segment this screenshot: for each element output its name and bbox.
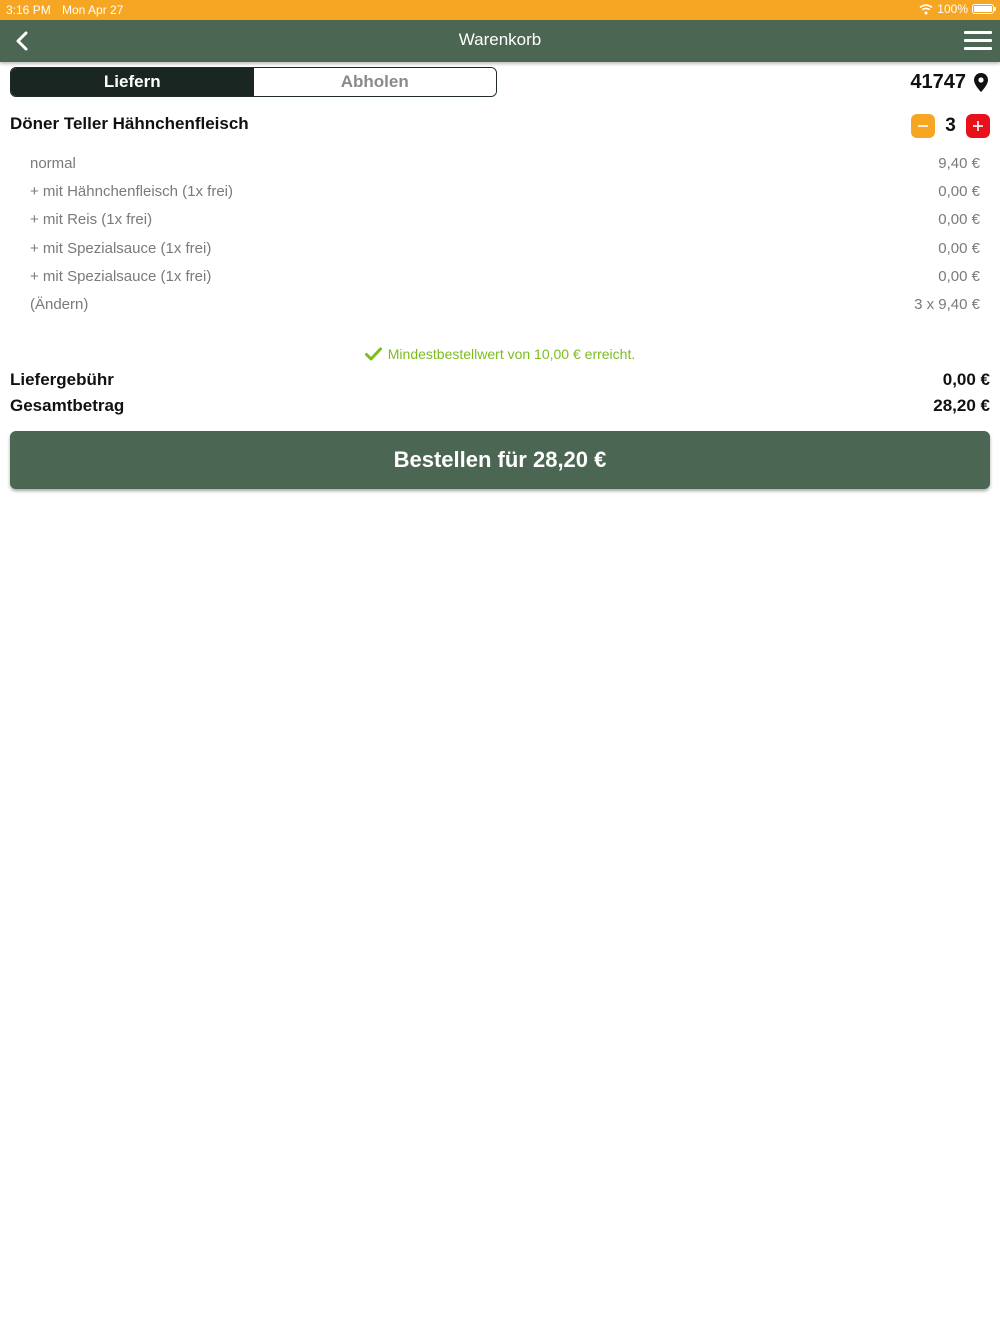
list-item: [30, 149, 980, 177]
option-price: 0,00 €: [938, 239, 980, 257]
map-pin-icon: [974, 73, 988, 92]
option-price: 0,00 €: [938, 182, 980, 200]
delivery-fee-label: Liefergebühr: [10, 370, 114, 389]
status-time: 3:16 PM: [6, 3, 51, 17]
option-price: 0,00 €: [938, 267, 980, 285]
plus-icon: [971, 119, 985, 133]
status-date: Mon Apr 27: [62, 3, 124, 17]
checkmark-icon: [365, 347, 382, 361]
total-label: Gesamtbetrag: [10, 396, 125, 415]
item-subtotal: 3 x 9,40 €: [914, 296, 980, 314]
status-right: [919, 2, 994, 16]
item-options-list: [30, 149, 980, 319]
list-item: [30, 234, 980, 262]
total-row: [10, 396, 990, 416]
hamburger-menu-icon-bar: [964, 31, 992, 34]
option-label: + mit Spezialsauce (1x frei): [30, 239, 212, 257]
zip-code: 41747: [910, 71, 966, 93]
total-value: 28,20 €: [933, 396, 990, 415]
nav-bar: [0, 20, 1000, 62]
decrease-quantity-button[interactable]: [911, 114, 935, 138]
battery-percent: 100%: [937, 2, 968, 16]
option-label: + mit Spezialsauce (1x frei): [30, 267, 212, 285]
quantity-value: 3: [945, 115, 956, 136]
change-item-link[interactable]: (Ändern): [30, 296, 89, 314]
option-label: + mit Reis (1x frei): [30, 211, 153, 229]
order-button[interactable]: Bestellen für 28,20 €: [10, 431, 990, 489]
status-bar: [0, 0, 1000, 20]
min-order-text: Mindestbestellwert von 10,00 € erreicht.: [387, 346, 636, 362]
min-order-notice: [0, 346, 1000, 362]
option-label: + mit Hähnchenfleisch (1x frei): [30, 182, 233, 200]
location-zip[interactable]: [910, 71, 988, 94]
menu-button[interactable]: [964, 30, 992, 52]
option-price: 0,00 €: [938, 211, 980, 229]
battery-icon: [972, 4, 994, 14]
page-title: Warenkorb: [458, 30, 542, 49]
quantity-stepper: [911, 114, 990, 138]
product-name: Döner Teller Hähnchenfleisch: [10, 114, 249, 133]
list-item: [30, 206, 980, 234]
increase-quantity-button[interactable]: [966, 114, 990, 138]
wifi-icon: [919, 3, 933, 15]
option-label: normal: [30, 154, 76, 172]
list-item: [30, 262, 980, 290]
tab-abholen[interactable]: Abholen: [254, 68, 497, 96]
hamburger-menu-icon-bar: [964, 39, 992, 42]
option-price: 9,40 €: [938, 154, 980, 172]
delivery-toggle: [10, 67, 497, 97]
list-item: [30, 177, 980, 205]
hamburger-menu-icon-bar: [964, 47, 992, 50]
delivery-fee-row: [10, 370, 990, 390]
list-item: [30, 290, 980, 318]
tab-liefern[interactable]: Liefern: [11, 68, 254, 96]
delivery-fee-value: 0,00 €: [942, 370, 990, 389]
minus-icon: [916, 119, 930, 133]
